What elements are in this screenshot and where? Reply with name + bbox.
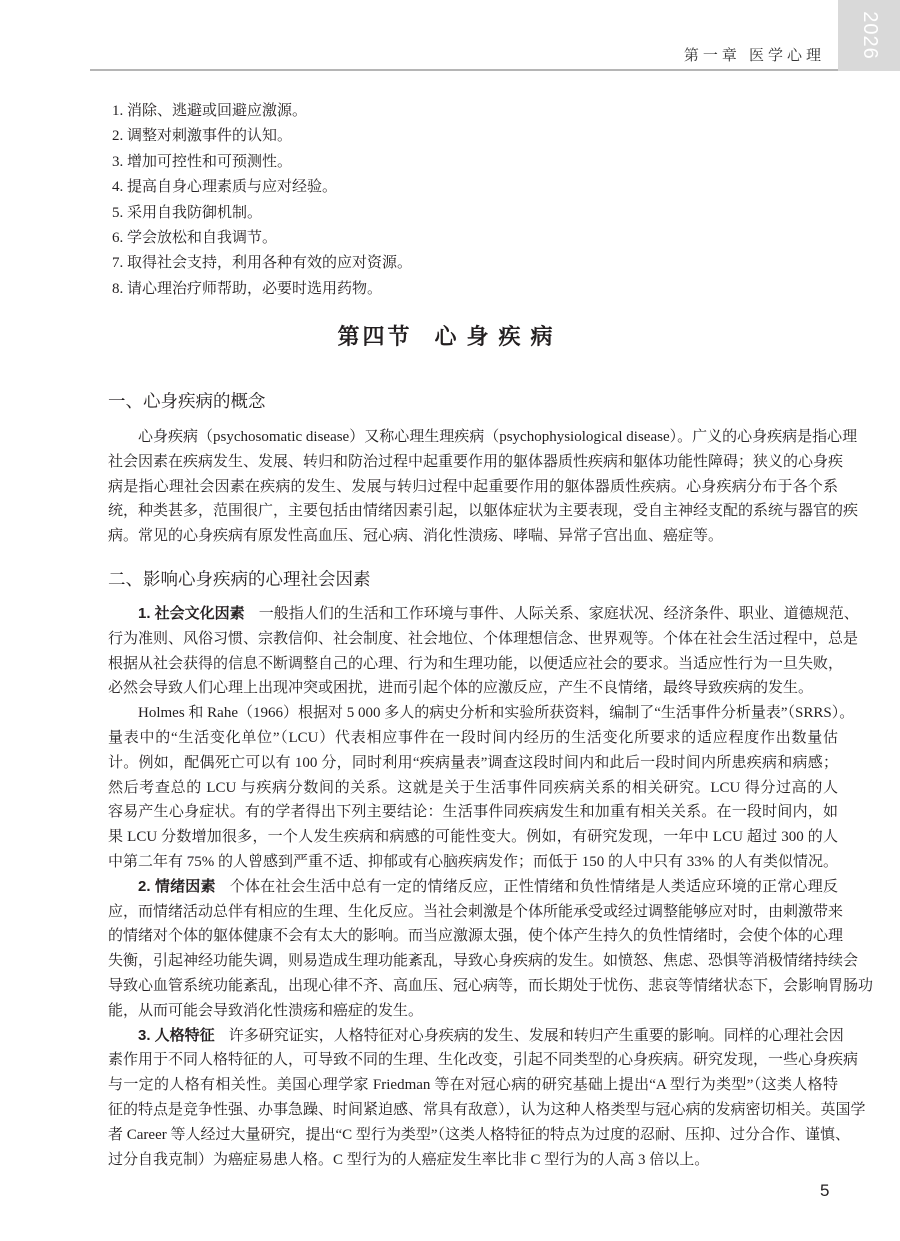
page-number: 5: [820, 1181, 830, 1200]
section-name: 心身疾病: [434, 324, 563, 349]
line-text: 能，从而可能会导致消化性溃疡和癌症的发生。: [108, 1002, 424, 1019]
line-text: 然后考查总的 LCU 与疾病分数间的关系。这就是关于生活事件同疾病关系的相关研究。LCU 得分过高的人: [108, 779, 838, 796]
line-text: 过分自我克制）为癌症易患人格。C 型行为的人癌症发生率比非 C 型行为的人高 3 倍以上。: [108, 1151, 710, 1168]
text-line: [108, 800, 838, 825]
paragraph: [108, 875, 874, 1024]
text-line: [108, 701, 855, 726]
text-line: [108, 751, 838, 776]
line-text: 一般指人们的生活和工作环境与事件、人际关系、家庭状况、经济条件、职业、道德规范、: [258, 606, 859, 622]
line-text: 许多研究证实，人格特征对心身疾病的发生、发展和转归产生重要的影响。同样的心理社会因: [228, 1027, 844, 1044]
text-line: [108, 499, 859, 524]
line-text: 的情绪对个体的躯体健康不会有太大的影响。而当应激源太强，使个体产生持久的负性情绪时，会使个体的心理: [108, 928, 844, 945]
paragraph: [108, 602, 859, 701]
header-year-tab: [838, 0, 900, 71]
text-line: [108, 450, 844, 475]
line-text: 果 LCU 分数增加很多，一个人发生疾病和病感的可能性变大。例如，有研究发现，一年中 LCU 超过 300 的人: [108, 829, 838, 846]
list-item: 4. 提高自身心理素质与应对经验。: [112, 179, 338, 196]
run-in-heading: 3. 人格特征: [138, 1026, 215, 1044]
heading-concept: 一、心身疾病的概念: [108, 391, 266, 411]
line-text: 中第二年有 75% 的人曾感到严重不适、抑郁或有心脑疾病发作；而低于 150 的人中只有 33% 的人有类似情况。: [108, 853, 838, 870]
paragraph: [108, 701, 855, 875]
text-line: [108, 1123, 851, 1148]
run-in-heading: 2. 情绪因素: [138, 877, 216, 895]
line-text: 行为准则、风俗习惯、宗教信仰、社会制度、社会地位、个体理想信念、世界观等。个体在社会生活过程中，总是: [108, 630, 859, 647]
coping-list: [108, 99, 838, 302]
text-line: [108, 627, 859, 652]
text-line: [108, 1073, 838, 1098]
text-line: [108, 924, 844, 949]
line-text: 者 Career 等人经过大量研究，提出“C 型行为类型”（这类人格特征的特点为过度的忍耐、压抑、过分合作、谨慎、: [108, 1126, 851, 1143]
list-item: 2. 调整对刺激事件的认知。: [112, 128, 293, 145]
text-line: [108, 1148, 838, 1173]
heading-factors: 二、影响心身疾病的心理社会因素: [108, 569, 371, 589]
line-text: 应，而情绪活动总伴有相应的生理、生化反应。当社会刺激是个体所能承受或经过调整能够应对时，由刺激带来: [108, 903, 844, 920]
list-item: 3. 增加可控性和可预测性。: [112, 153, 293, 170]
line-text: 病是指心理社会因素在疾病的发生、发展与转归过程中起重要作用的躯体器质性疾病。心身疾病分布于各个系: [108, 478, 838, 495]
list-item: 8. 请心理治疗师帮助，必要时选用药物。: [112, 280, 383, 297]
text-line: [108, 825, 838, 850]
text-line: [108, 652, 844, 677]
header-rule: [90, 69, 838, 71]
line-text: 心身疾病（psychosomatic disease）又称心理生理疾病（psychophysiological disease）。广义的心身疾病是指心理: [138, 429, 858, 445]
line-text: 必然会导致人们心理上出现冲突或困扰，进而引起个体的应激反应，产生不良情绪，最终导致疾病的发生。: [108, 680, 814, 697]
list-item: 5. 采用自我防御机制。: [112, 204, 263, 221]
text-line: [108, 875, 838, 900]
line-text: 导致心血管系统功能紊乱，出现心律不齐、高血压、冠心病等，而长期处于忧伤、悲哀等情绪状态下，会影响胃肠功: [108, 977, 874, 994]
line-text: 个体在社会生活中总有一定的情绪反应，正性情绪和负性情绪是人类适应环境的正常心理反: [229, 878, 838, 895]
paragraph: [108, 425, 859, 549]
text-line: [108, 524, 838, 549]
section-title: [0, 320, 900, 351]
text-line: [108, 726, 838, 751]
line-text: 失衡，引起神经功能失调，则易造成生理功能紊乱，导致心身疾病的发生。如愤怒、焦虑、恐惧等消极情绪持续会: [108, 953, 859, 970]
list-item: 1. 消除、逃避或回避应激源。: [112, 103, 308, 119]
text-line: [108, 999, 838, 1024]
text-line: [108, 475, 838, 500]
text-line: [108, 602, 859, 627]
line-text: 量表中的“生活变化单位”（LCU）代表相应事件在一段时间内经历的生活变化所要求的适应程度作出数量估: [108, 729, 838, 746]
text-line: [108, 850, 838, 875]
text-line: [108, 1048, 859, 1073]
line-text: 素作用于不同人格特征的人，可导致不同的生理、生化改变，引起不同类型的心身疾病。研究发现，一些心身疾病: [108, 1052, 859, 1069]
text-line: [108, 900, 844, 925]
text-line: [108, 776, 838, 801]
concept-body: [108, 425, 859, 549]
text-line: [108, 949, 859, 974]
text-line: [108, 676, 838, 701]
run-in-heading: 1. 社会文化因素: [138, 605, 245, 622]
line-text: 征的特点是竞争性强、办事急躁、时间紧迫感、常具有敌意），认为这种人格类型与冠心病的发病密切相关。英国学: [108, 1101, 866, 1118]
line-text: 病。常见的心身疾病有原发性高血压、冠心病、消化性溃疡、哮喘、异常子宫出血、癌症等。: [108, 528, 724, 545]
text-line: [108, 1098, 866, 1123]
line-text: 容易产生心身症状。有的学者得出下列主要结论：生活事件同疾病发生和加重有相关关系。在一段时间内，如: [108, 804, 838, 821]
section-number: 第四节: [337, 324, 413, 349]
text-line: [108, 974, 874, 999]
line-text: 统，种类甚多，范围很广，主要包括由情绪因素引起，以躯体症状为主要表现，受自主神经支配的系统与器官的疾: [108, 503, 859, 520]
line-text: 社会因素在疾病发生、发展、转归和防治过程中起重要作用的躯体器质性疾病和躯体功能性障碍；狭义的心身疾: [108, 453, 844, 470]
list-item: 6. 学会放松和自我调节。: [112, 230, 278, 247]
text-line: [108, 425, 858, 450]
line-text: 根据从社会获得的信息不断调整自己的心理、行为和生理功能，以便适应社会的要求。当适应性行为一旦失败，: [108, 655, 844, 672]
list-item: 7. 取得社会支持，利用各种有效的应对资源。: [112, 255, 413, 272]
line-text: Holmes 和 Rahe（1966）根据对 5 000 多人的病史分析和实验所获资料，编制了“生活事件分析量表”（SRRS）。: [138, 705, 855, 722]
line-text: 与一定的人格有相关性。美国心理学家 Friedman 等在对冠心病的研究基础上提出“A 型行为类型”（这类人格特: [108, 1077, 838, 1094]
text-line: [108, 1024, 844, 1049]
paragraph: [108, 1024, 866, 1173]
year-label: 2026: [858, 11, 881, 60]
line-text: 计。例如，配偶死亡可以有 100 分，同时利用“疾病量表”调查这段时间内和此后一段时间内所患疾病和病感；: [108, 754, 838, 771]
running-header: 第一章 医学心理: [683, 47, 825, 64]
factors-body: [108, 602, 874, 1172]
